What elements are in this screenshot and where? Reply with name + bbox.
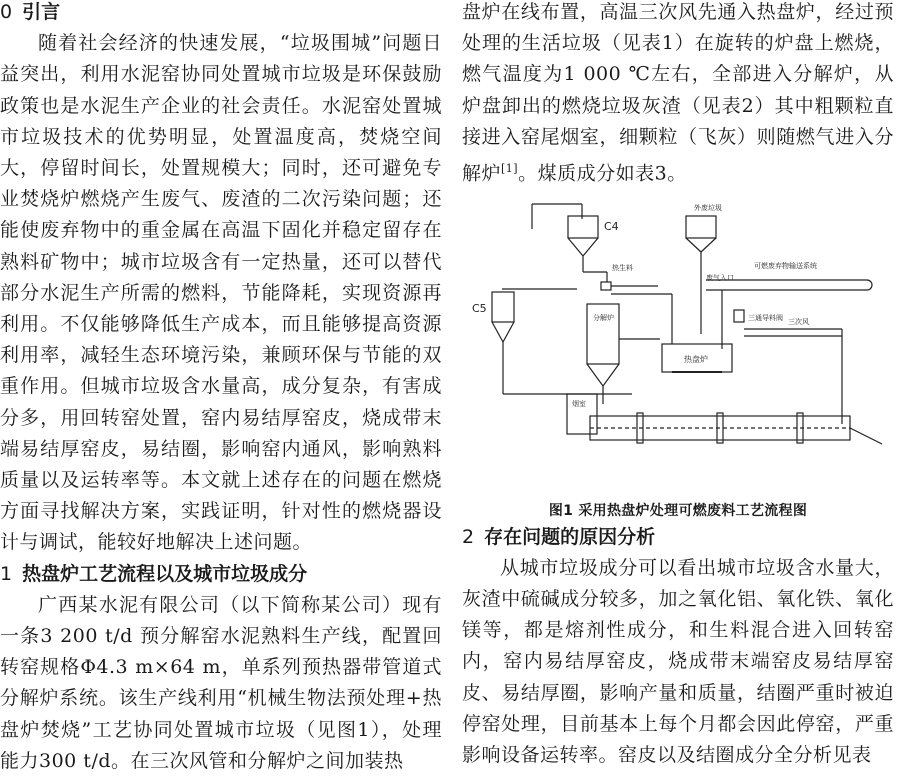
section-2-paragraph: 从城市垃圾成分可以看出城市垃圾含水量大，灰渣中硫碱成分较多，加之氧化铝、氧化铁、氧化镁等，都是熔剂性成分，和生料混合进入回转窑内，窑内易结厚窑皮，烧成带末端窑皮易结厚窑皮、易结厚圈，影响产量和质量，结圈严重时被迫停窑处理，目前基本上每个月都会因此停窑，严重影响设备运转率。窑皮以及结圈成分全分析见表	[462, 556, 894, 766]
smoke-label: 烟室	[572, 399, 586, 408]
top-silo-body	[686, 216, 716, 238]
section-2-number: 2	[462, 525, 475, 548]
process-flow-diagram	[462, 194, 894, 494]
intro-paragraph: 随着社会经济的快速发展，“垃圾围城”问题日益突出，利用水泥窑协同处置城市垃圾是环保鼓励政策也是水泥生产企业的社会责任。水泥窑处置城市垃圾技术的优势明显，处置温度高，焚烧空间大，停留时间长，处置规模大；同时，还可避免专业焚烧炉燃烧产生废气、废渣的二次污染问题；还能使废弃物中的重金属在高温下固化并稳定留存在熟料矿物中；城市垃圾含有一定热量，还可以替代部分水泥生产所需的燃料，节能降耗，实现资源再利用。不仅能够降低生产成本，而且能够提高资源利用率，减轻生态环境污染，兼顾环保与节能的双重作用。但城市垃圾含水量高，成分复杂，有害成分多，用回转窑处置，窑内易结厚窑皮，烧成带末端易结厚窑皮，易结圈，影响窑内通风，影响熟料质量以及运转率等。本文就上述存在的问题在燃烧方面寻找解决方案，实践证明，针对性的燃烧器设计与调试，能较好地解决上述问题。	[0, 32, 442, 554]
c4-cyclone-cone	[568, 238, 598, 256]
left-column	[0, 0, 442, 777]
section-1-number: 1	[0, 562, 13, 585]
section-2-title: 存在问题的原因分析	[484, 525, 656, 548]
hot-disc-label: 热盘炉	[684, 354, 708, 364]
section-2-heading	[462, 522, 894, 553]
tertiary-valve-label: 三通导料阀	[748, 313, 783, 322]
section-1-paragraph: 广西某水泥有限公司（以下简称某公司）现有一条3 200 t/d 预分解窑水泥熟料生产线，配置回转窑规格Φ4.3 m×64 m，单系列预热器带管道式分解炉系统。该生产线利用“机械生物法预处理+热盘炉焚烧”工艺协同处置城市垃圾（见图1），处理能力300 t/d。在三次风管和分解炉之间加装热	[0, 593, 442, 772]
c4-cyclone-body	[568, 216, 598, 238]
conveyor-end	[867, 280, 872, 290]
section-1-title: 热盘炉工艺流程以及城市垃圾成分	[22, 562, 308, 585]
top-silo-label: 外废垃圾	[694, 203, 722, 212]
c5-cyclone-body	[492, 292, 514, 322]
figure-1	[462, 194, 894, 494]
top-silo-cone	[686, 238, 716, 252]
calciner-body	[587, 304, 619, 364]
section-0-title: 引言	[22, 1, 61, 23]
calciner-cone	[587, 364, 619, 386]
c4-label: C4	[604, 219, 619, 233]
feed-gate-label: 废气入口	[706, 273, 734, 282]
calciner-label: 分解炉	[593, 313, 614, 322]
continued-paragraph	[462, 0, 894, 190]
tertiary-air-label: 三次风	[788, 317, 809, 326]
tertiary-valve-box	[734, 310, 744, 322]
citation-1: [1]	[501, 162, 519, 176]
section-0-number: 0	[0, 1, 13, 23]
figure-1-caption: 图1 采用热盘炉处理可燃废料工艺流程图	[548, 502, 808, 519]
flap-valve	[601, 282, 611, 290]
hot-material-label: 热生料	[612, 263, 633, 272]
c5-cyclone-cone	[492, 322, 514, 342]
section-0-heading	[0, 0, 442, 28]
right-column	[462, 0, 894, 771]
section-1-heading	[0, 559, 442, 590]
conveyor-label: 可燃废弃物输送系统	[754, 261, 817, 270]
c5-label: C5	[472, 301, 487, 315]
continued-paragraph-end: 。煤质成分如表3。	[518, 162, 687, 185]
kiln-outlet	[850, 428, 882, 444]
continued-paragraph-text: 盘炉在线布置，高温三次风先通入热盘炉，经过预处理的生活垃圾（见表1）在旋转的炉盘上燃烧，燃气温度为1 000 ℃左右，全部进入分解炉，从炉盘卸出的燃烧垃圾灰渣（见表2）其中粗颗粒直接进入窑尾烟室，细颗粒（飞灰）则随燃气进入分解炉	[462, 1, 894, 185]
